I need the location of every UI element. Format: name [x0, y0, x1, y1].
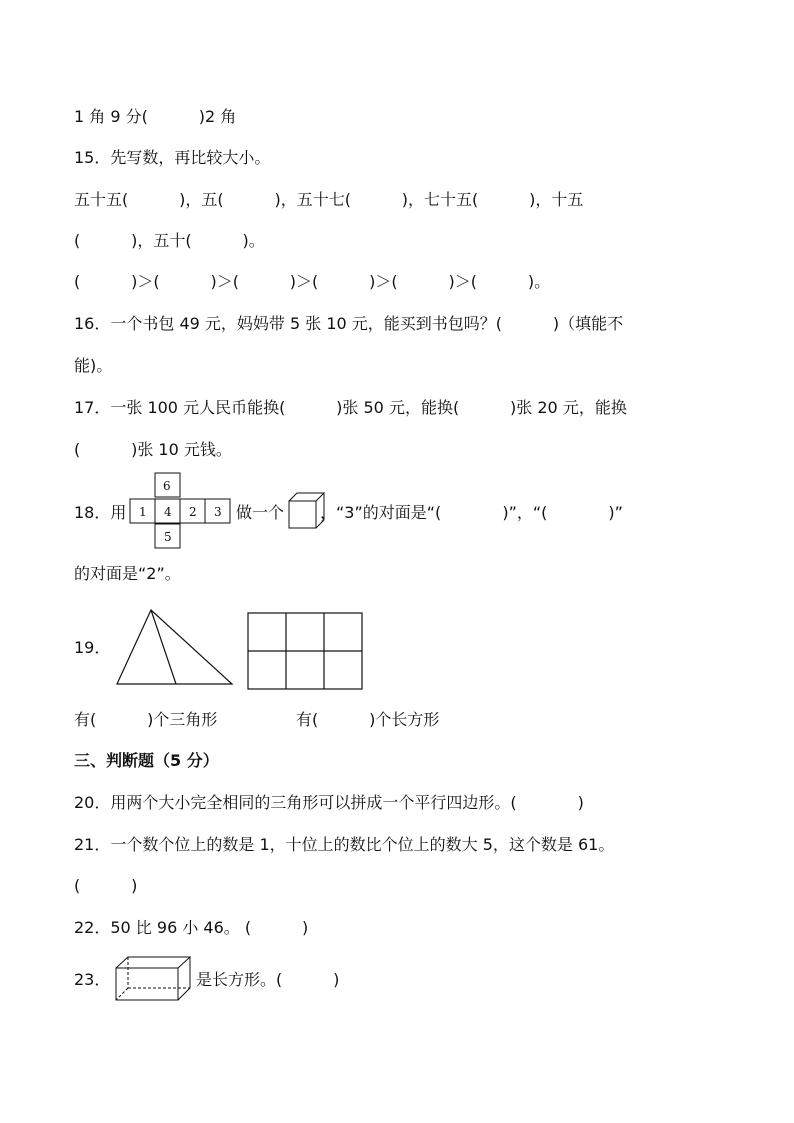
- q18-line2: 的对面是“2”。: [74, 564, 181, 583]
- net-cell-2: 2: [189, 505, 197, 519]
- triangle-figure: [116, 608, 236, 688]
- net-cell-6: 6: [163, 479, 171, 493]
- net-cell-1: 1: [139, 505, 147, 519]
- rectangle-grid-figure: [247, 612, 367, 692]
- net-cell-5: 5: [164, 530, 172, 544]
- q16-line1: 16．一个书包 49 元，妈妈带 5 张 10 元，能买到书包吗？( )（填能不: [74, 314, 624, 333]
- q23-number: 23．: [74, 970, 111, 989]
- q21-line2: ( ): [74, 876, 138, 895]
- q14-tail: 1 角 9 分( )2 角: [74, 107, 237, 126]
- q15-title: 15．先写数，再比较大小。: [74, 148, 271, 167]
- q18-middle: 做一个: [236, 503, 285, 522]
- q21-line1: 21．一个数个位上的数是 1，十位上的数比个位上的数大 5，这个数是 61。: [74, 835, 615, 854]
- q17-line2: ( )张 10 元钱。: [74, 440, 232, 459]
- q19-number: 19．: [74, 638, 111, 657]
- net-cell-4: 4: [164, 505, 172, 519]
- q15-numbers-line2: ( )，五十( )。: [74, 231, 265, 250]
- cuboid-figure: [115, 956, 197, 1002]
- q18-suffix: ，“3”的对面是“( )”，“( )”: [320, 503, 623, 522]
- q15-compare-line: ( )＞( )＞( )＞( )＞( )＞( )。: [74, 272, 551, 291]
- section-title-judgement: 三、判断题（5 分）: [74, 751, 219, 770]
- q19-rectangles-answer: 有( )个长方形: [296, 710, 440, 729]
- q20: 20．用两个大小完全相同的三角形可以拼成一个平行四边形。( ): [74, 793, 584, 812]
- q19-triangles-answer: 有( )个三角形: [74, 710, 218, 729]
- cube-net-figure: [130, 471, 235, 551]
- net-cell-3: 3: [214, 505, 222, 519]
- q15-numbers-line1: 五十五( )，五( )，五十七( )，七十五( )，十五: [74, 190, 584, 209]
- q22: 22．50 比 96 小 46。 ( ): [74, 918, 309, 937]
- q18-prefix: 18．用: [74, 503, 127, 522]
- q23-text: 是长方形。( ): [196, 970, 340, 989]
- q16-line2: 能)。: [74, 356, 113, 375]
- q17-line1: 17．一张 100 元人民币能换( )张 50 元，能换( )张 20 元，能换: [74, 398, 627, 417]
